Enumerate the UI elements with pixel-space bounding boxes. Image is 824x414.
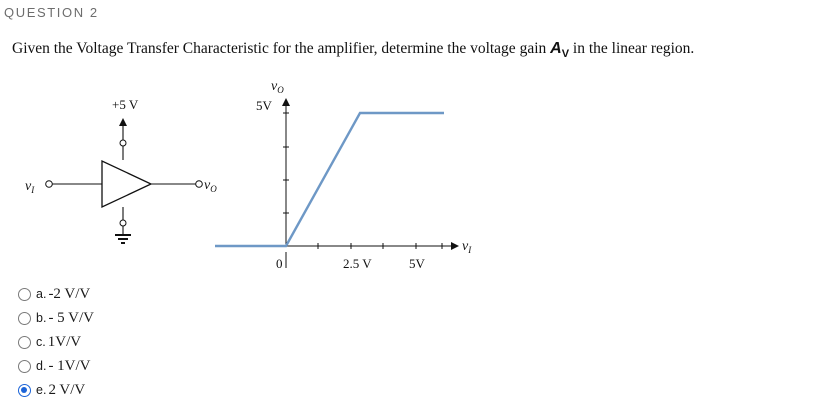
option-e-value: 2 V/V [48,381,86,398]
option-d-letter: d. [36,359,47,373]
question-header: QUESTION 2 [4,5,99,20]
supply-terminal [120,140,126,146]
vtc-y-tick-label: 5V [256,98,272,113]
vtc-x-tick-label-5v: 5V [409,256,425,271]
gain-symbol: $A_V$ [550,40,570,61]
vtc-y-axis-label: $v_O$ [271,79,284,95]
output-terminal [196,181,203,188]
answer-options [18,282,94,402]
vtc-x-axis-label: $v_I$ [462,239,472,255]
option-d-value: - 1V/V [48,357,91,374]
option-d[interactable] [18,354,94,378]
question-text-after: in the linear region. [569,40,695,57]
radio-b[interactable] [18,312,31,325]
option-b-letter: b. [36,311,47,325]
option-c-value: 1V/V [47,333,82,350]
vtc-x-tick-label-2-5v: 2.5 V [343,256,372,271]
amplifier-circuit [25,97,217,243]
option-e[interactable] [18,378,94,402]
vtc-y-arrow-icon [282,98,290,106]
vtc-origin-label: 0 [276,256,283,271]
radio-e[interactable] [18,384,31,397]
ground-icon [115,235,131,243]
option-a-value: -2 V/V [48,285,91,302]
option-c-letter: c. [36,335,46,349]
ground-terminal [120,220,126,226]
question-text-before: Given the Voltage Transfer Characteristic for the amplifier, determine the voltage gain [12,40,551,57]
vtc-graph [215,79,472,271]
option-b-value: - 5 V/V [48,309,94,326]
option-b[interactable] [18,306,94,330]
vtc-transfer-curve [215,113,444,246]
option-e-letter: e. [36,383,47,397]
radio-c[interactable] [18,336,31,349]
vtc-x-arrow-icon [451,242,459,250]
input-label: $v_I$ [25,179,35,195]
amplifier-triangle-icon [102,161,151,207]
option-c[interactable] [18,330,94,354]
option-a-letter: a. [36,287,47,301]
radio-a[interactable] [18,288,31,301]
option-a[interactable] [18,282,94,306]
supply-arrow-icon [119,118,127,126]
output-label: $v_O$ [204,178,217,194]
radio-d[interactable] [18,360,31,373]
input-terminal [46,181,53,188]
supply-voltage-label: +5 V [112,97,139,112]
